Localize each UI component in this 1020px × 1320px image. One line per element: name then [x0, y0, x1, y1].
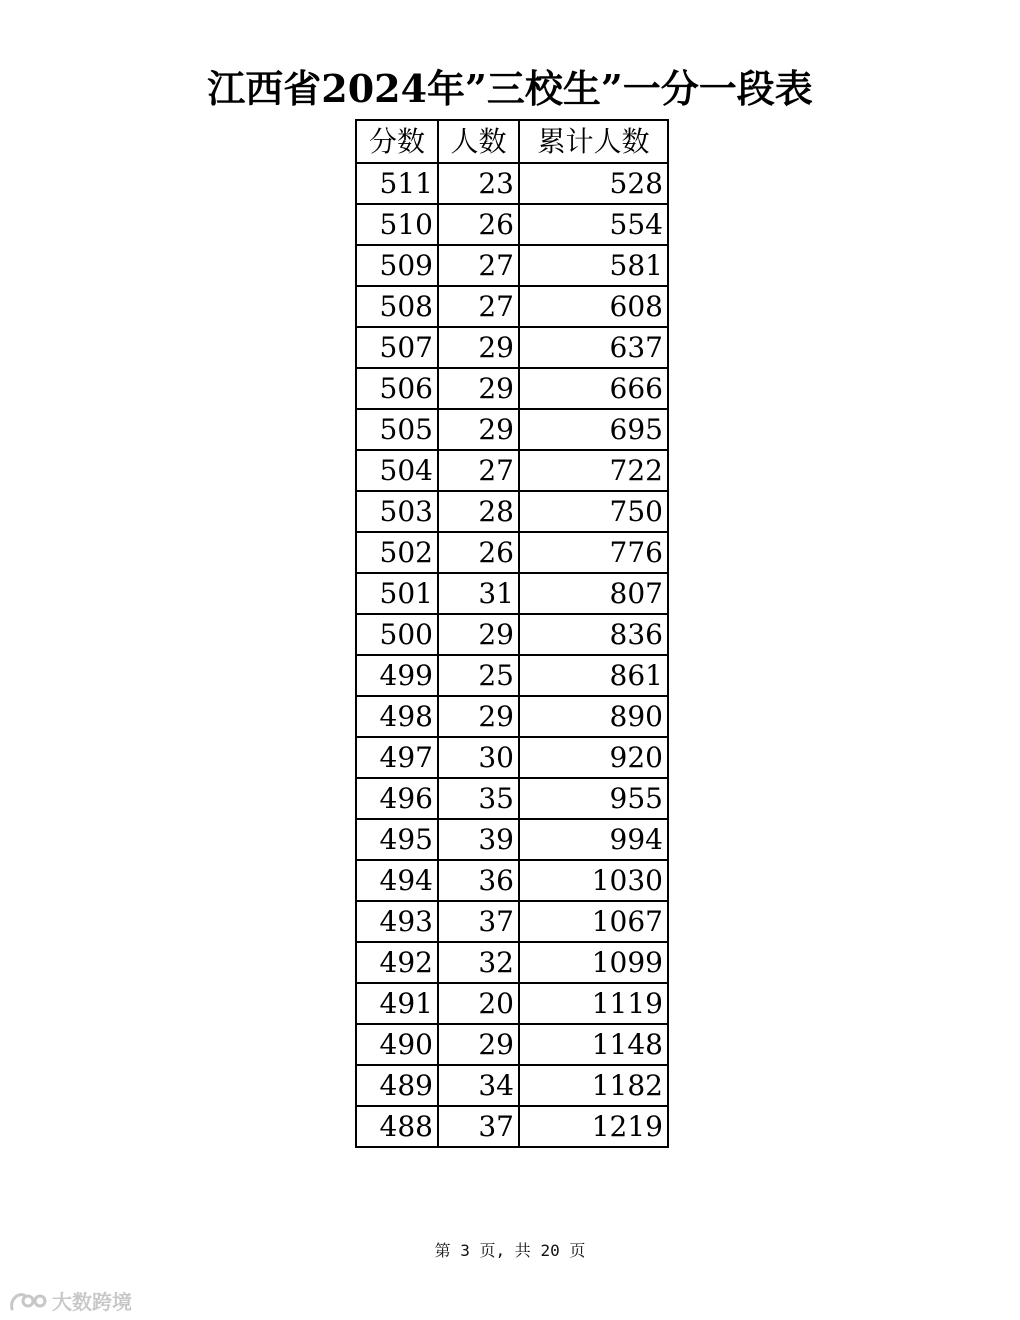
cell-cumulative: 920: [519, 737, 668, 778]
table-row: [356, 1024, 668, 1065]
table-row: [356, 1106, 668, 1147]
cell-count: 29: [438, 614, 519, 655]
page-title: 江西省2024年”三校生”一分一段表: [207, 66, 813, 111]
cell-count: 27: [438, 245, 519, 286]
cell-score: 499: [356, 655, 438, 696]
cell-count: 26: [438, 204, 519, 245]
table-row: [356, 942, 668, 983]
cell-score: 495: [356, 819, 438, 860]
cell-score: 501: [356, 573, 438, 614]
cell-count: 37: [438, 901, 519, 942]
cell-score: 490: [356, 1024, 438, 1065]
table-row: [356, 737, 668, 778]
cell-count: 23: [438, 163, 519, 204]
header-score: 分数: [356, 120, 438, 163]
brand-logo-icon: [8, 1289, 48, 1313]
cell-cumulative: 861: [519, 655, 668, 696]
table-row: [356, 409, 668, 450]
watermark-text: 大数跨境: [52, 1290, 132, 1314]
cell-score: 503: [356, 491, 438, 532]
table-row: [356, 901, 668, 942]
cell-score: 510: [356, 204, 438, 245]
cell-count: 37: [438, 1106, 519, 1147]
cell-score: 489: [356, 1065, 438, 1106]
cell-score: 508: [356, 286, 438, 327]
table-header: [356, 120, 668, 163]
cell-score: 505: [356, 409, 438, 450]
cell-cumulative: 807: [519, 573, 668, 614]
cell-count: 29: [438, 368, 519, 409]
table-row: [356, 778, 668, 819]
table-row: [356, 327, 668, 368]
cell-count: 36: [438, 860, 519, 901]
header-count: 人数: [438, 120, 519, 163]
cell-cumulative: 1030: [519, 860, 668, 901]
table-row: [356, 163, 668, 204]
cell-count: 39: [438, 819, 519, 860]
cell-cumulative: 955: [519, 778, 668, 819]
table-row: [356, 450, 668, 491]
cell-cumulative: 608: [519, 286, 668, 327]
table-row: [356, 573, 668, 614]
cell-cumulative: 994: [519, 819, 668, 860]
cell-count: 26: [438, 532, 519, 573]
score-distribution-table: [355, 119, 669, 1148]
cell-count: 27: [438, 286, 519, 327]
cell-cumulative: 1182: [519, 1065, 668, 1106]
table-row: [356, 204, 668, 245]
cell-count: 20: [438, 983, 519, 1024]
cell-count: 29: [438, 696, 519, 737]
table-header-row: [356, 120, 668, 163]
table-row: [356, 532, 668, 573]
watermark: [8, 1286, 132, 1315]
table-row: [356, 696, 668, 737]
table-row: [356, 614, 668, 655]
cell-count: 35: [438, 778, 519, 819]
cell-cumulative: 1119: [519, 983, 668, 1024]
cell-count: 30: [438, 737, 519, 778]
cell-score: 493: [356, 901, 438, 942]
cell-score: 500: [356, 614, 438, 655]
cell-cumulative: 554: [519, 204, 668, 245]
cell-cumulative: 528: [519, 163, 668, 204]
cell-score: 502: [356, 532, 438, 573]
cell-count: 34: [438, 1065, 519, 1106]
page-footer: 第 3 页, 共 20 页: [434, 1241, 586, 1260]
cell-score: 488: [356, 1106, 438, 1147]
cell-score: 492: [356, 942, 438, 983]
table-row: [356, 491, 668, 532]
cell-count: 32: [438, 942, 519, 983]
cell-cumulative: 637: [519, 327, 668, 368]
cell-cumulative: 836: [519, 614, 668, 655]
cell-cumulative: 1067: [519, 901, 668, 942]
cell-cumulative: 776: [519, 532, 668, 573]
cell-cumulative: 695: [519, 409, 668, 450]
cell-score: 494: [356, 860, 438, 901]
cell-cumulative: 581: [519, 245, 668, 286]
cell-cumulative: 722: [519, 450, 668, 491]
cell-count: 31: [438, 573, 519, 614]
cell-score: 498: [356, 696, 438, 737]
table-row: [356, 819, 668, 860]
cell-cumulative: 1099: [519, 942, 668, 983]
table-row: [356, 286, 668, 327]
cell-count: 29: [438, 409, 519, 450]
table-row: [356, 860, 668, 901]
cell-score: 507: [356, 327, 438, 368]
cell-score: 504: [356, 450, 438, 491]
cell-count: 29: [438, 1024, 519, 1065]
table-body: [356, 163, 668, 1147]
cell-count: 28: [438, 491, 519, 532]
cell-cumulative: 890: [519, 696, 668, 737]
cell-cumulative: 1219: [519, 1106, 668, 1147]
cell-count: 29: [438, 327, 519, 368]
table-row: [356, 983, 668, 1024]
cell-score: 496: [356, 778, 438, 819]
table-row: [356, 368, 668, 409]
cell-score: 509: [356, 245, 438, 286]
table-row: [356, 1065, 668, 1106]
cell-score: 506: [356, 368, 438, 409]
cell-score: 497: [356, 737, 438, 778]
cell-score: 491: [356, 983, 438, 1024]
cell-count: 27: [438, 450, 519, 491]
cell-cumulative: 750: [519, 491, 668, 532]
cell-cumulative: 666: [519, 368, 668, 409]
cell-score: 511: [356, 163, 438, 204]
cell-count: 25: [438, 655, 519, 696]
table-row: [356, 245, 668, 286]
header-cumulative: 累计人数: [519, 120, 668, 163]
cell-cumulative: 1148: [519, 1024, 668, 1065]
table-row: [356, 655, 668, 696]
